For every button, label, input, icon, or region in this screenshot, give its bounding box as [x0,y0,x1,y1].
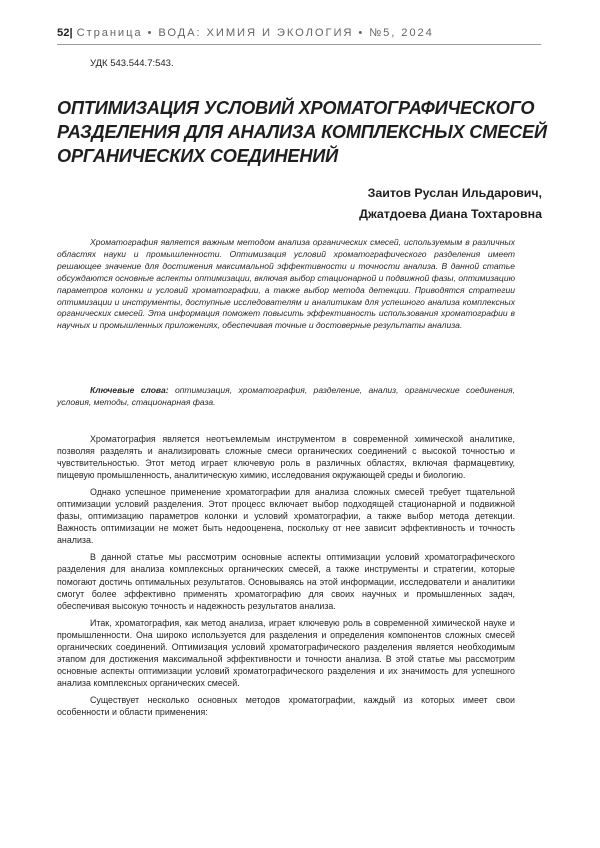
abstract: Хроматография является важным методом анализа органических смесей, используемым в различных областях науки и промышленности. Оптимизация условий хроматографического разделения имеет решающее значение для достижения максимальной эффективности и точности анализа. В данной статье обсуждаются основные аспекты оптимизации, включая выбор стационарной и подвижной фазы, оптимизацию параметров колонки и условий хроматографии, а также выбор метода детекции. Приводятся стратегии оптимизации и инструменты, доступные исследователям и аналитикам для успешного анализа комплексных органических смесей. Эта информация поможет повысить эффективность использования хроматографии в научных и промышленных приложениях, обеспечивая точные и достоверные результаты анализа. [57,237,515,331]
author-name: Заитов Руслан Ильдарович, [367,186,542,200]
article-title: ОПТИМИЗАЦИЯ УСЛОВИЙ ХРОМАТОГРАФИЧЕСКОГО РАЗДЕЛЕНИЯ ДЛЯ АНАЛИЗА КОМПЛЕКСНЫХ СМЕСЕЙ ОРГАНИЧЕСКИХ СОЕДИНЕНИЙ [57,98,547,166]
body-paragraph: Однако успешное применение хроматографии для анализа сложных смесей требует тщательной оптимизации условий разделения. Этот процесс включает выбор подходящей стационарной и подвижной фазы, оптимизацию параметров колонки и условий хроматографии, а также выбор метода детекции. Важность оптимизации не может быть недооценена, поскольку от нее зависит эффективность и точность анализа. [57,487,515,546]
author-name: Джатдоева Диана Тохтаровна [359,207,542,221]
running-title: Страница • ВОДА: ХИМИЯ И ЭКОЛОГИЯ • №5, 2024 [76,27,434,39]
header-separator: | [69,27,73,39]
body-paragraph: Итак, хроматография, как метод анализа, играет ключевую роль в современной химической науке и промышленности. Она широко используется для разделения и определения компонентов сложных смесей органических соединений. Оптимизация условий хроматографического разделения является необходимым этапом для достижения максимальной эффективности и точности анализа. В этой статье мы рассмотрим основные аспекты оптимизации условий хроматографического разделения и их значимость для успешного анализа комплексных органических смесей. [57,617,515,688]
body-paragraph: Существует несколько основных методов хроматографии, каждый из которых имеет свои особенности и области применения: [57,694,515,717]
article-body [57,433,515,723]
page-number: 52 [57,27,70,39]
keywords-label: Ключевые слова: [90,385,169,395]
body-paragraph: Хроматография является неотъемлемым инструментом в современной химической аналитике, позволяя разделять и анализировать сложные смеси органических соединений с высокой точностью и чувствительностью. Этот метод играет ключевую роль в различных областях, включая фармацевтику, пищевую промышленность, аналитическую химию, исследования окружающей среды и биологию. [57,434,515,481]
udc-code: УДК 543.544.7:543. [90,58,174,69]
keywords [57,384,515,409]
header-rule [57,44,541,45]
body-paragraph: В данной статье мы рассмотрим основные аспекты оптимизации условий хроматографического разделения для анализа комплексных органических смесей, а также инструменты и стратегии, которые помогают достичь оптимальных результатов. Основываясь на этой информации, исследователи и аналитики смогут более эффективно применять хроматографию для своих научных и промышленных задач, обеспечивая высокую точность и надежность результатов анализа. [57,552,515,611]
keywords-text: оптимизация, хроматография, разделение, анализ, органические соединения, условия, методы, стационарная фаза. [57,385,515,408]
running-header [57,27,434,39]
